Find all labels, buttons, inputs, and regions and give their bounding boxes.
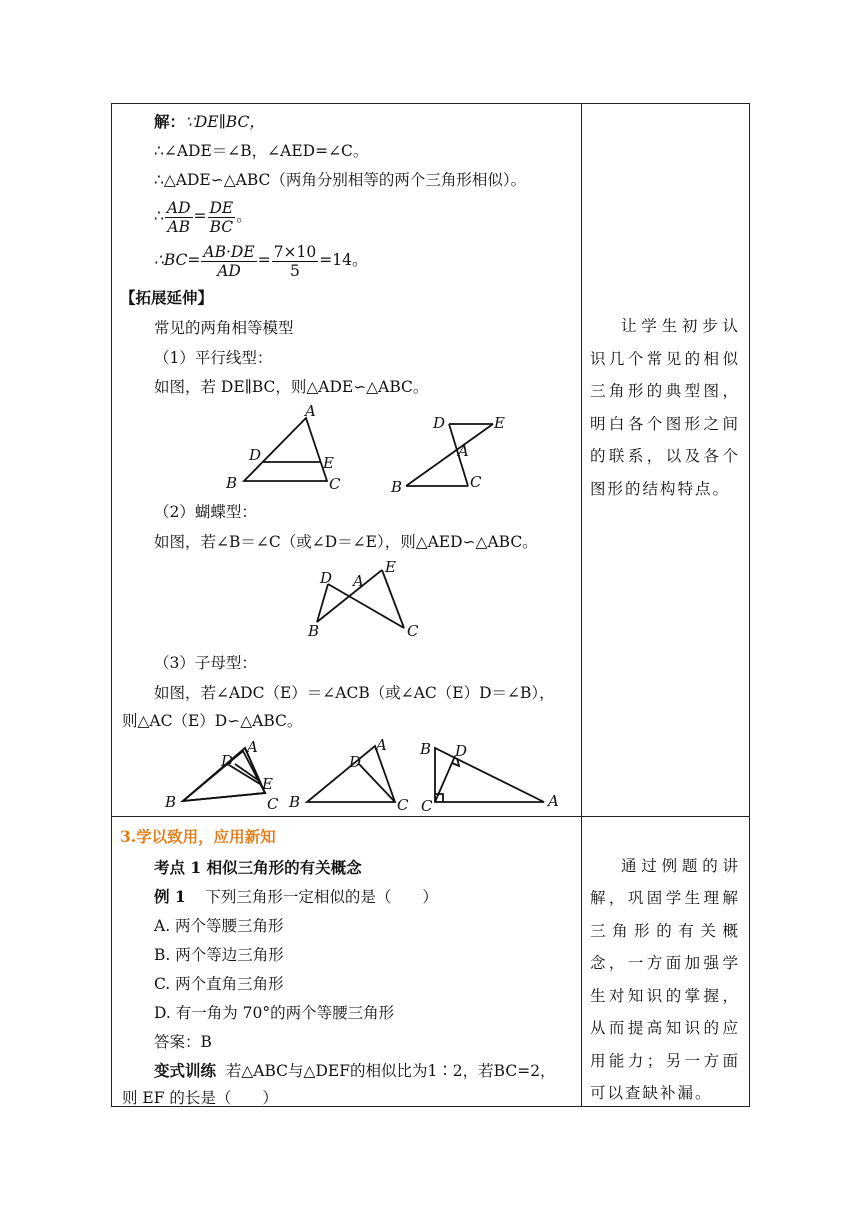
label-a: A <box>247 738 258 756</box>
label-e: E <box>262 775 273 793</box>
label-b: B <box>420 740 432 758</box>
option-b: B. 两个等边三角形 <box>154 945 284 964</box>
label-c: C <box>421 797 433 815</box>
figure-butterfly <box>307 558 419 640</box>
label-d: D <box>349 753 362 771</box>
variant-training-2: 则 EF 的长是（ ） <box>122 1088 278 1107</box>
figure-mother-2 <box>288 736 409 814</box>
label-e: E <box>385 558 396 576</box>
figure-parallel-a <box>225 402 341 493</box>
label-a: A <box>305 402 316 420</box>
main-cell-1 <box>112 104 582 817</box>
solution-line-2: ∴∠ADE＝∠B，∠AED=∠C。 <box>154 142 369 160</box>
solution-line-5: ∴BC= $\frac{AB\cdot DE}{AD}$ = $\frac{7\times 10}{5}$ =14。 <box>154 242 368 280</box>
parallel-title: （1）平行线型： <box>154 349 273 367</box>
solution-line-1: 解：∵DE∥BC， <box>154 112 265 131</box>
example-1: 例 1 下列三角形一定相似的是（ ） <box>154 886 438 906</box>
fraction-abde-ad: $\frac{AB\cdot DE}{AD}$ <box>203 242 255 280</box>
option-c: C. 两个直角三角形 <box>154 974 284 993</box>
fraction-de-bc: $\frac{DE}{BC}$ <box>209 198 234 236</box>
label-b: B <box>165 793 177 811</box>
side-note-1: 让学生初步认识几个常见的相似三角形的典型图，明白各个图形之间的联系，以及各个图形的结构特点。 <box>590 317 740 498</box>
label-e: E <box>323 454 334 472</box>
section-3-heading: 3.学以致用，应用新知 <box>120 826 276 846</box>
mother-text-1: 如图，若∠ADC（E）＝∠ACB（或∠AC（E）D＝∠B）， <box>154 684 555 702</box>
answer: 答案：B <box>154 1032 212 1051</box>
label-c: C <box>397 796 409 814</box>
label-c: C <box>470 473 482 491</box>
point-1-heading: 考点 1 相似三角形的有关概念 <box>154 857 362 877</box>
label-a: A <box>548 792 559 810</box>
label-d: D <box>221 752 234 770</box>
label-d: D <box>249 446 262 464</box>
main-cell-2 <box>112 816 582 1106</box>
label-b: B <box>226 474 238 492</box>
label-b: B <box>391 478 403 496</box>
label-e: E <box>494 414 505 432</box>
figure-mother-1 <box>164 738 279 813</box>
fraction-7x10-5: $\frac{7\times 10}{5}$ <box>273 242 317 280</box>
label-d: D <box>320 569 333 587</box>
mother-text-2: 则△AC（E）D∽△ABC。 <box>122 712 303 730</box>
lesson-table <box>111 103 750 1107</box>
side-cell-2 <box>582 816 750 1106</box>
solution-line-4: ∴ $\frac{AD}{AB}$ = $\frac{DE}{BC}$ 。 <box>154 198 252 236</box>
figure-parallel-b <box>390 414 505 496</box>
figure-mother-3 <box>419 740 559 815</box>
label-a: A <box>353 572 364 590</box>
label-c: C <box>329 475 341 493</box>
variant-training: 变式训练 若△ABC与△DEF的相似比为1∶2，若BC=2， <box>154 1060 556 1080</box>
label-b: B <box>289 793 301 811</box>
option-a: A. 两个等腰三角形 <box>154 916 284 935</box>
side-cell-1 <box>582 104 750 817</box>
butterfly-title: （2）蝴蝶型： <box>154 503 257 521</box>
fraction-ad-ab: $\frac{AD}{AB}$ <box>166 198 191 236</box>
solution-line-3: ∴△ADE∽△ABC（两角分别相等的两个三角形相似）。 <box>154 171 527 189</box>
option-d: D. 有一角为 70°的两个等腰三角形 <box>154 1003 395 1022</box>
geometry-figures <box>112 104 581 816</box>
label-c: C <box>407 622 419 640</box>
butterfly-text: 如图，若∠B＝∠C（或∠D＝∠E），则△AED∽△ABC。 <box>154 533 538 551</box>
side-note-2: 通过例题的讲解，巩固学生理解三角形的有关概念，一方面加强学生对知识的掌握，从而提高知识的应用能力；另一方面可以查缺补漏。 <box>590 856 740 1103</box>
extension-intro: 常见的两角相等模型 <box>154 319 294 337</box>
mother-title: （3）子母型： <box>154 654 257 672</box>
parallel-text: 如图，若 DE∥BC，则△ADE∽△ABC。 <box>154 378 429 396</box>
label-a: A <box>458 442 469 460</box>
label-d: D <box>433 414 446 432</box>
label-b: B <box>308 622 320 640</box>
label-a: A <box>376 736 387 754</box>
extension-heading: 【拓展延伸】 <box>120 288 214 307</box>
label-d: D <box>455 742 468 760</box>
label-c: C <box>267 795 279 813</box>
